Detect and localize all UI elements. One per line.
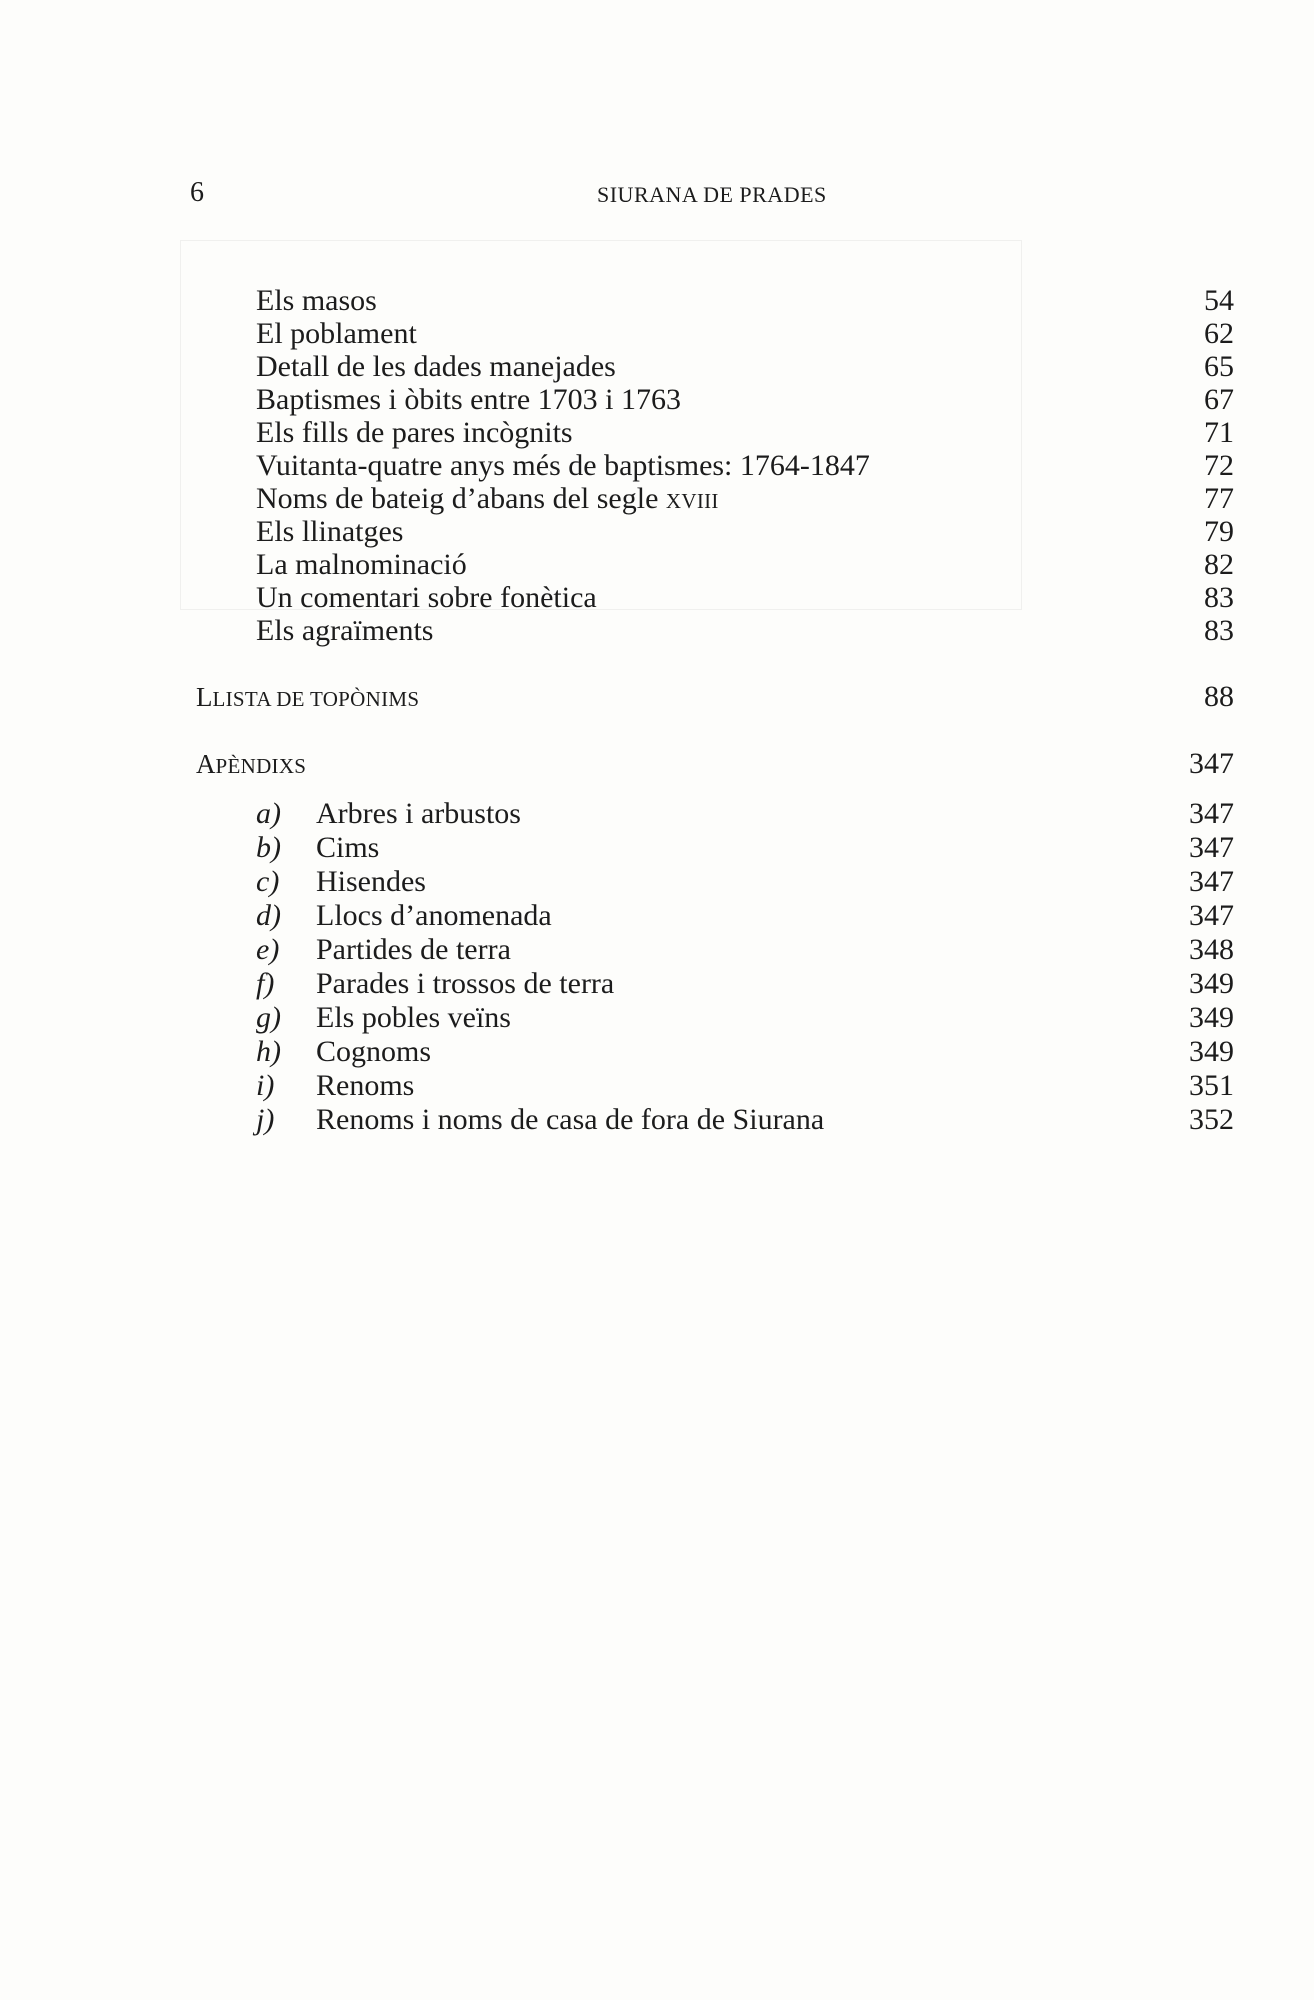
entry-page: 83: [1204, 581, 1234, 614]
entry-page: 54: [1204, 284, 1234, 317]
appendix-page: 347: [1189, 831, 1234, 864]
appendix-title: Llocs d’anomenada: [316, 899, 552, 932]
appendix-page: 347: [1189, 899, 1234, 932]
entry-title: Els llinatges: [256, 515, 404, 548]
small-caps-rest: LISTA DE TOPÒNIMS: [212, 687, 420, 711]
appendix-title: Cims: [316, 831, 380, 864]
appendix-page: 347: [1189, 797, 1234, 830]
entry-page: 62: [1204, 317, 1234, 350]
page-number: 6: [190, 177, 204, 208]
entry-title: Els agraïments: [256, 614, 434, 647]
appendix-title: Hisendes: [316, 865, 426, 898]
appendix-page: 349: [1189, 967, 1234, 1000]
small-caps-initial: L: [196, 682, 213, 712]
appendix-letter: a): [256, 797, 281, 830]
entry-page: 83: [1204, 614, 1234, 647]
appendix-title: Renoms: [316, 1069, 415, 1102]
small-caps-rest: PÈNDIXS: [215, 754, 307, 778]
entry-title: Baptismes i òbits entre 1703 i 1763: [256, 383, 681, 416]
entry-title: [256, 482, 719, 518]
entry-title: Un comentari sobre fonètica: [256, 581, 597, 614]
appendix-letter: d): [256, 899, 281, 932]
entry-title: Vuitanta-quatre anys més de baptismes: 1764-1847: [256, 449, 870, 482]
entry-page: 79: [1204, 515, 1234, 548]
entry-page: 65: [1204, 350, 1234, 383]
running-title: SIURANA DE PRADES: [597, 182, 827, 207]
appendix-page: 351: [1189, 1069, 1234, 1102]
appendix-page: 347: [1189, 865, 1234, 898]
appendix-letter: g): [256, 1001, 281, 1034]
appendix-title: Cognoms: [316, 1035, 432, 1068]
appendix-page: 348: [1189, 933, 1234, 966]
section-title: [196, 747, 306, 783]
appendix-letter: c): [256, 865, 280, 898]
section-page: 347: [1189, 747, 1234, 780]
appendix-title: Parades i trossos de terra: [316, 967, 615, 1000]
appendix-letter: f): [256, 967, 275, 1000]
entry-title-roman: XVIII: [665, 489, 719, 513]
entry-page: 77: [1204, 482, 1234, 515]
appendix-page: 352: [1189, 1103, 1234, 1136]
entry-title: Els masos: [256, 284, 377, 317]
appendix-letter: j): [256, 1103, 275, 1136]
entry-page: 82: [1204, 548, 1234, 581]
appendix-letter: h): [256, 1035, 281, 1068]
entry-title: El poblament: [256, 317, 417, 350]
appendix-title: Partides de terra: [316, 933, 511, 966]
appendix-page: 349: [1189, 1001, 1234, 1034]
appendix-letter: i): [256, 1069, 275, 1102]
small-caps-initial: A: [196, 749, 216, 779]
section-page: 88: [1204, 680, 1234, 713]
entry-title: Detall de les dades manejades: [256, 350, 616, 383]
entry-title-text: Noms de bateig d’abans del segle: [256, 482, 659, 515]
appendix-letter: b): [256, 831, 281, 864]
entry-title: La malnominació: [256, 548, 467, 581]
appendix-title: Arbres i arbustos: [316, 797, 521, 830]
entry-page: 71: [1204, 416, 1234, 449]
appendix-title: Els pobles veïns: [316, 1001, 511, 1034]
appendix-letter: e): [256, 933, 280, 966]
entry-page: 67: [1204, 383, 1234, 416]
appendix-title: Renoms i noms de casa de fora de Siurana: [316, 1103, 825, 1136]
entry-title: Els fills de pares incògnits: [256, 416, 573, 449]
entry-page: 72: [1204, 449, 1234, 482]
section-title: [196, 680, 419, 716]
appendix-page: 349: [1189, 1035, 1234, 1068]
